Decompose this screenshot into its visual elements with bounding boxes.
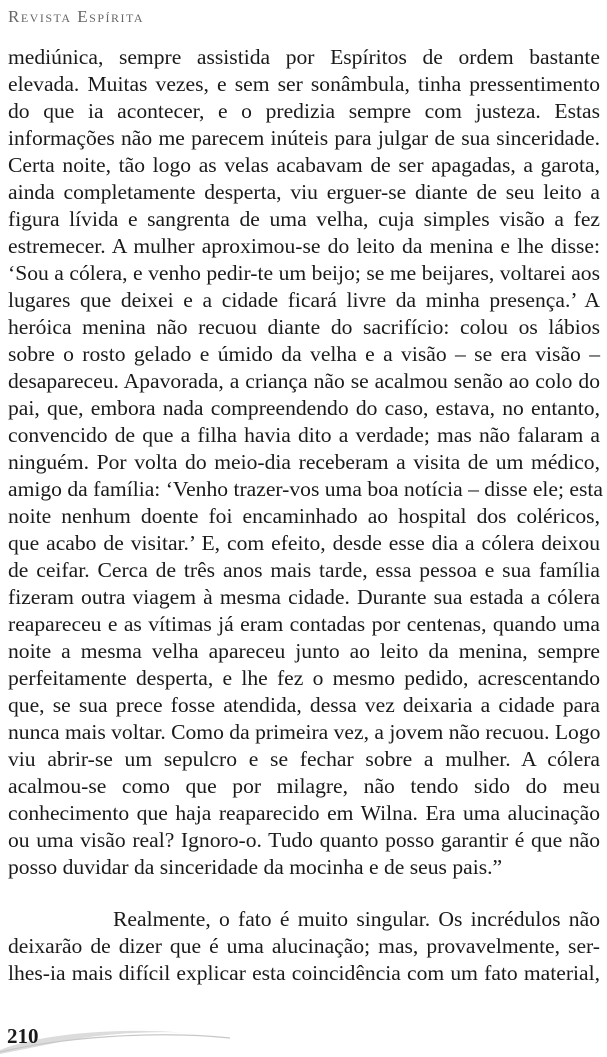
text-line: reapareceu e as vítimas já eram contadas por centenas, quando uma	[8, 612, 600, 636]
text-line: que, se sua prece fosse atendida, dessa vez deixaria a cidade para	[8, 693, 600, 717]
text-line: perfeitamente desperta, e lhe fez o mesmo pedido, acrescentando	[8, 666, 600, 690]
text-line: conhecimento que haja reaparecido em Wilna. Era uma alucinação	[8, 801, 600, 825]
text-line: de ceifar. Cerca de três anos mais tarde, essa pessoa e sua família	[8, 558, 600, 582]
text-line: convencido de que a filha havia dito a verdade; mas não falaram a	[8, 423, 600, 447]
text-line: fizeram outra viagem à mesma cidade. Durante sua estada a cólera	[8, 585, 600, 609]
text-line: lugares que deixei e a cidade ficará livre da minha presença.’ A	[8, 288, 600, 312]
text-line: heróica menina não recuou diante do sacrifício: colou os lábios	[8, 315, 600, 339]
text-line: Realmente, o fato é muito singular. Os incrédulos não	[113, 907, 600, 931]
text-line: deixarão de dizer que é uma alucinação; mas, provavelmente, ser-	[8, 934, 600, 958]
text-line: ou uma visão real? Ignoro-o. Tudo quanto posso garantir é que não	[8, 828, 600, 852]
text-line: acalmou-se como que por milagre, não tendo sido do meu	[8, 774, 600, 798]
body-text	[8, 44, 603, 987]
text-line: elevada. Muitas vezes, e sem ser sonâmbula, tinha pressentimento	[8, 72, 600, 96]
text-line: lhes-ia mais difícil explicar esta coincidência com um fato material,	[8, 961, 600, 985]
text-line: pai, que, embora nada compreendendo do caso, estava, no entanto,	[8, 396, 600, 420]
text-line: amigo da família: ‘Venho trazer-vos uma boa notícia – disse ele; esta	[8, 477, 603, 501]
running-header: Revista Espírita	[8, 7, 145, 26]
text-line: estremecer. A mulher aproximou-se do leito da menina e lhe disse:	[8, 234, 600, 258]
text-line: informações não me parecem inúteis para julgar de sua sinceridade.	[8, 126, 600, 150]
text-line: Certa noite, tão logo as velas acabavam de ser apagadas, a garota,	[8, 153, 600, 177]
text-line: noite a mesma velha apareceu junto ao leito da menina, sempre	[8, 639, 600, 663]
paragraph-1	[8, 44, 603, 881]
paragraph-2	[8, 906, 600, 987]
text-line: desapareceu. Apavorada, a criança não se acalmou senão ao colo do	[8, 369, 600, 393]
text-line: mediúnica, sempre assistida por Espíritos de ordem bastante	[8, 45, 600, 69]
text-line: do que ia acontecer, e o predizia sempre com justeza. Estas	[8, 99, 600, 123]
text-line: sobre o rosto gelado e úmido da velha e a visão – se era visão –	[8, 342, 600, 366]
page-number: 210	[7, 1024, 39, 1048]
text-line: ‘Sou a cólera, e venho pedir-te um beijo; se me beijares, voltarei aos	[8, 261, 600, 285]
page-curve-ornament	[0, 1008, 300, 1057]
text-line: figura lívida e sangrenta de uma velha, cuja simples visão a fez	[8, 207, 600, 231]
text-line: ninguém. Por volta do meio-dia receberam a visita de um médico,	[8, 450, 600, 474]
text-line: nunca mais voltar. Como da primeira vez, a jovem não recuou. Logo	[8, 720, 601, 744]
text-line: que acabo de visitar.’ E, com efeito, desde esse dia a cólera deixou	[8, 531, 600, 555]
text-line: noite nenhum doente foi encaminhado ao hospital dos coléricos,	[8, 504, 600, 528]
text-line: ainda completamente desperta, viu erguer-se diante de seu leito a	[8, 180, 600, 204]
paragraph-gap	[8, 881, 600, 906]
text-line: posso duvidar da sinceridade da mocinha e de seus pais.”	[8, 855, 503, 879]
text-line: viu abrir-se um sepulcro e se fechar sobre a mulher. A cólera	[8, 747, 600, 771]
